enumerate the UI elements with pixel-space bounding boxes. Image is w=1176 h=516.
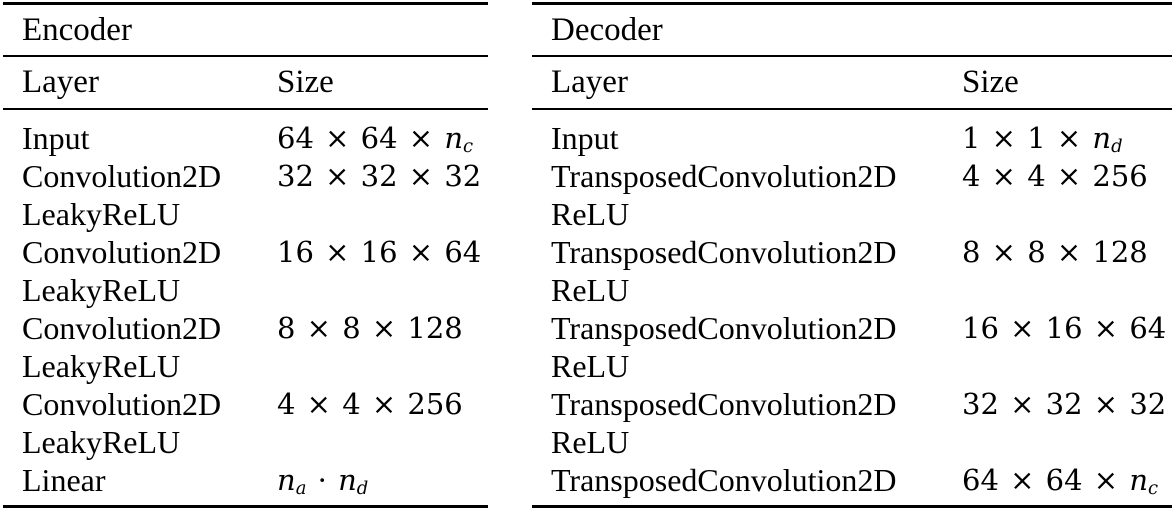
column-header-size: Size <box>277 64 334 100</box>
layer-name: Input <box>551 119 619 156</box>
math-subscript: d <box>356 477 369 499</box>
encoder-table <box>3 2 488 508</box>
times-sign: × <box>991 120 1016 155</box>
layer-size <box>962 310 1172 345</box>
layer-name: Input <box>22 119 90 156</box>
times-sign: × <box>1010 386 1035 421</box>
math-number: 4 <box>277 386 296 421</box>
math-variable: n <box>1092 120 1112 155</box>
table-row <box>532 423 1172 461</box>
math-subscript: d <box>1111 135 1123 157</box>
math-number: 32 <box>1129 386 1167 421</box>
encoder-table-body <box>3 110 488 505</box>
math-number: 8 <box>962 234 981 269</box>
times-sign: × <box>306 386 331 421</box>
table-row <box>532 271 1172 309</box>
times-sign: × <box>306 310 331 345</box>
math-number: 8 <box>277 310 296 345</box>
math-number: 1 <box>1027 120 1046 155</box>
times-sign: × <box>325 234 350 269</box>
decoder-table-title-row <box>532 5 1172 57</box>
math-subscript: a <box>295 477 307 499</box>
math-number: 32 <box>1045 386 1083 421</box>
times-sign: × <box>408 234 434 269</box>
layer-size <box>277 462 488 499</box>
table-row <box>3 119 488 157</box>
layer-name: Convolution2D <box>22 157 222 194</box>
table-row <box>3 347 488 385</box>
column-header-layer: Layer <box>22 64 99 100</box>
times-sign: × <box>1010 462 1035 497</box>
times-sign: × <box>371 310 397 345</box>
layer-size <box>962 120 1172 157</box>
layer-size <box>962 234 1172 269</box>
times-sign: × <box>991 158 1016 193</box>
layer-size <box>277 120 488 157</box>
layer-name: LeakyReLU <box>22 423 181 460</box>
math-number: 256 <box>1092 158 1148 193</box>
times-sign: × <box>1093 386 1119 421</box>
times-sign: × <box>325 120 350 155</box>
encoder-table-title-row <box>3 5 488 57</box>
layer-size <box>277 386 488 421</box>
math-variable: n <box>1129 462 1148 497</box>
layer-size <box>277 158 488 193</box>
math-number: 4 <box>1027 158 1046 193</box>
times-sign: × <box>1056 120 1082 155</box>
math-number: 16 <box>360 234 398 269</box>
times-sign: × <box>408 120 434 155</box>
table-row <box>3 233 488 271</box>
table-row <box>3 271 488 309</box>
table-row <box>532 309 1172 347</box>
math-number: 32 <box>277 158 314 193</box>
layer-name: TransposedConvolution2D <box>551 233 897 270</box>
layer-name: LeakyReLU <box>22 195 181 232</box>
math-number: 8 <box>342 310 361 345</box>
times-sign: × <box>1093 462 1119 497</box>
table-row <box>3 157 488 195</box>
table-row <box>532 195 1172 233</box>
decoder-table-body <box>532 110 1172 505</box>
math-number: 32 <box>962 386 999 421</box>
layer-size <box>962 158 1172 193</box>
column-header-size: Size <box>962 64 1019 100</box>
math-number: 1 <box>962 120 981 155</box>
times-sign: × <box>1056 158 1082 193</box>
table-row <box>532 119 1172 157</box>
layer-name: TransposedConvolution2D <box>551 461 897 498</box>
layer-name: Convolution2D <box>22 309 222 346</box>
layer-name: ReLU <box>551 271 630 308</box>
layer-name: TransposedConvolution2D <box>551 385 897 422</box>
math-number: 16 <box>1045 310 1083 345</box>
table-row <box>532 157 1172 195</box>
table-row <box>3 461 488 499</box>
table-row <box>3 195 488 233</box>
times-sign: × <box>1093 310 1119 345</box>
math-number: 16 <box>277 234 314 269</box>
math-variable: n <box>444 120 463 155</box>
math-variable: n <box>338 462 357 497</box>
math-number: 4 <box>962 158 981 193</box>
decoder-table <box>532 2 1172 508</box>
times-sign: × <box>1010 310 1035 345</box>
layer-size <box>277 310 488 345</box>
layer-name: ReLU <box>551 195 630 232</box>
table-row <box>532 385 1172 423</box>
math-number: 64 <box>444 234 482 269</box>
math-number: 64 <box>1129 310 1167 345</box>
math-number: 64 <box>962 462 999 497</box>
table-row <box>3 309 488 347</box>
times-sign: × <box>991 234 1016 269</box>
layer-size <box>277 234 488 269</box>
table-row <box>532 347 1172 385</box>
layer-name: LeakyReLU <box>22 347 181 384</box>
layer-name: ReLU <box>551 347 630 384</box>
encoder-column-header-row <box>3 57 488 110</box>
layer-size <box>962 386 1172 421</box>
math-number: 128 <box>1092 234 1148 269</box>
layer-name: TransposedConvolution2D <box>551 309 897 346</box>
table-row <box>532 461 1172 499</box>
layer-size <box>962 462 1172 499</box>
layer-name: LeakyReLU <box>22 271 181 308</box>
layer-name: ReLU <box>551 423 630 460</box>
math-number: 16 <box>962 310 999 345</box>
layer-name: TransposedConvolution2D <box>551 157 897 194</box>
math-variable: n <box>277 462 296 497</box>
math-number: 64 <box>1045 462 1083 497</box>
times-sign: × <box>1056 234 1082 269</box>
times-sign: × <box>325 158 350 193</box>
math-subscript: c <box>463 135 474 157</box>
layer-name: Convolution2D <box>22 385 222 422</box>
table-row <box>532 233 1172 271</box>
table-title: Decoder <box>551 11 663 48</box>
math-subscript: c <box>1148 477 1159 499</box>
math-number: 32 <box>444 158 482 193</box>
layer-name: Convolution2D <box>22 233 222 270</box>
times-sign: × <box>408 158 434 193</box>
dot-sign: · <box>317 462 327 497</box>
table-row <box>3 385 488 423</box>
math-number: 4 <box>342 386 361 421</box>
math-number: 256 <box>407 386 463 421</box>
table-row <box>3 423 488 461</box>
times-sign: × <box>371 386 397 421</box>
math-number: 64 <box>277 120 314 155</box>
decoder-column-header-row <box>532 57 1172 110</box>
math-number: 8 <box>1027 234 1046 269</box>
layer-name: Linear <box>22 461 106 498</box>
math-number: 64 <box>360 120 398 155</box>
column-header-layer: Layer <box>551 64 628 100</box>
math-number: 128 <box>407 310 463 345</box>
math-number: 32 <box>360 158 398 193</box>
table-title: Encoder <box>22 11 132 48</box>
